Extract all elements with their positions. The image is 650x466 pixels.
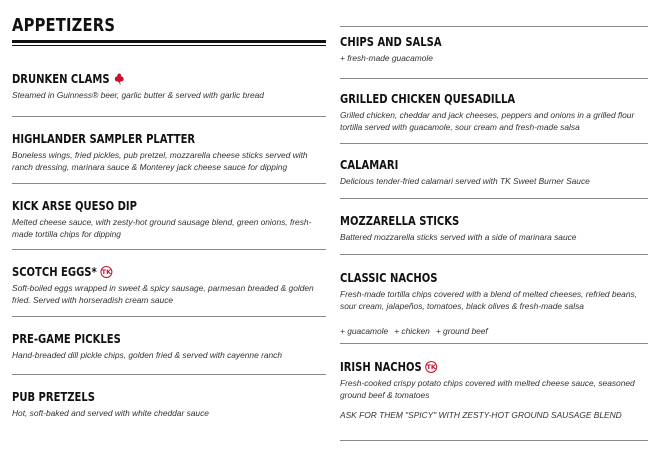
item-name: GRILLED CHICKEN QUESADILLA [340, 91, 516, 106]
item-description: Steamed in Guinness® beer, garlic butter & served with garlic bread [12, 90, 264, 100]
item-divider [340, 440, 648, 441]
item-name: HIGHLANDER SAMPLER PLATTER [12, 131, 196, 146]
addon-chicken: + chicken [394, 326, 430, 336]
item-divider [340, 78, 648, 79]
item-name: PUB PRETZELS [12, 389, 95, 404]
item-description: Melted cheese sauce, with zesty-hot ground sausage blend, green onions, fresh-made tortilla chips for dipping [12, 217, 312, 239]
menu-item-classic-nachos [340, 270, 648, 337]
menu-item-calamari [340, 157, 648, 188]
section-title: APPETIZERS [12, 15, 116, 36]
item-description: Fresh-cooked crispy potato chips covered with melted cheese sauce, seasoned ground beef & tomatoes [340, 378, 635, 400]
item-description: Boneless wings, fried pickles, pub pretzel, mozzarella cheese sticks served with ranch dressing, marinara sauce & Monterey jack cheese sauce for dipping [12, 150, 308, 172]
tk-signature-icon: TK [426, 362, 437, 371]
item-divider [12, 183, 326, 184]
item-divider [340, 143, 648, 144]
item-divider [12, 249, 326, 250]
menu-item-pre-game-pickles [12, 331, 326, 362]
menu-item-chicken-quesadilla [340, 91, 648, 133]
item-description: Soft-boiled eggs wrapped in sweet & spicy sausage, parmesan breaded & golden fried. Served with horseradish cream sauce [12, 283, 314, 305]
addon-options [340, 326, 648, 337]
item-name: MOZZARELLA STICKS [340, 213, 460, 228]
menu-item-drunken-clams [12, 71, 326, 102]
item-description: Hand-breaded dill pickle chips, golden fried & served with cayenne ranch [12, 350, 283, 360]
item-description: Grilled chicken, cheddar and jack cheeses, peppers and onions in a grilled flour tortilla served with guacamole, sour cream and fresh-made salsa [340, 110, 635, 132]
item-divider [340, 343, 648, 344]
item-name: CLASSIC NACHOS [340, 270, 438, 285]
item-divider [12, 316, 326, 317]
item-name: SCOTCH EGGS* [12, 264, 97, 279]
item-description: Battered mozzarella sticks served with a side of marinara sauce [340, 232, 577, 242]
menu-item-irish-nachos [340, 359, 648, 421]
column-top-divider [340, 26, 648, 27]
item-name: PRE-GAME PICKLES [12, 331, 121, 346]
menu-item-scotch-eggs [12, 264, 326, 306]
item-name: CALAMARI [340, 157, 399, 172]
item-description: Delicious tender-fried calamari served with TK Sweet Burner Sauce [340, 176, 590, 186]
menu-item-highlander-sampler [12, 131, 326, 173]
shamrock-icon [114, 73, 124, 85]
item-description: + fresh-made guacamole [340, 53, 433, 63]
item-divider [340, 198, 648, 199]
item-note: ASK FOR THEM "SPICY" WITH ZESTY-HOT GROUND SAUSAGE BLEND [340, 410, 622, 420]
item-name: KICK ARSE QUESO DIP [12, 198, 137, 213]
title-divider [12, 40, 326, 46]
item-divider [12, 116, 326, 117]
tk-signature-icon: TK [101, 267, 112, 276]
addon-guacamole: + guacamole [340, 326, 389, 336]
item-description: Fresh-made tortilla chips covered with a blend of melted cheeses, refried beans, sour cream, jalapeños, tomatoes, black olives & fresh-made salsa [340, 289, 637, 311]
item-divider [340, 254, 648, 255]
menu-item-queso-dip [12, 198, 326, 240]
addon-ground-beef: + ground beef [435, 326, 488, 336]
item-divider [12, 374, 326, 375]
menu-item-chips-and-salsa [340, 34, 648, 65]
item-name: DRUNKEN CLAMS [12, 71, 110, 86]
item-name: CHIPS AND SALSA [340, 34, 442, 49]
menu-item-mozzarella-sticks [340, 213, 648, 244]
item-description: Hot, soft-baked and served with white cheddar sauce [12, 408, 209, 418]
menu-item-pub-pretzels [12, 389, 326, 420]
item-name: IRISH NACHOS [340, 359, 422, 374]
